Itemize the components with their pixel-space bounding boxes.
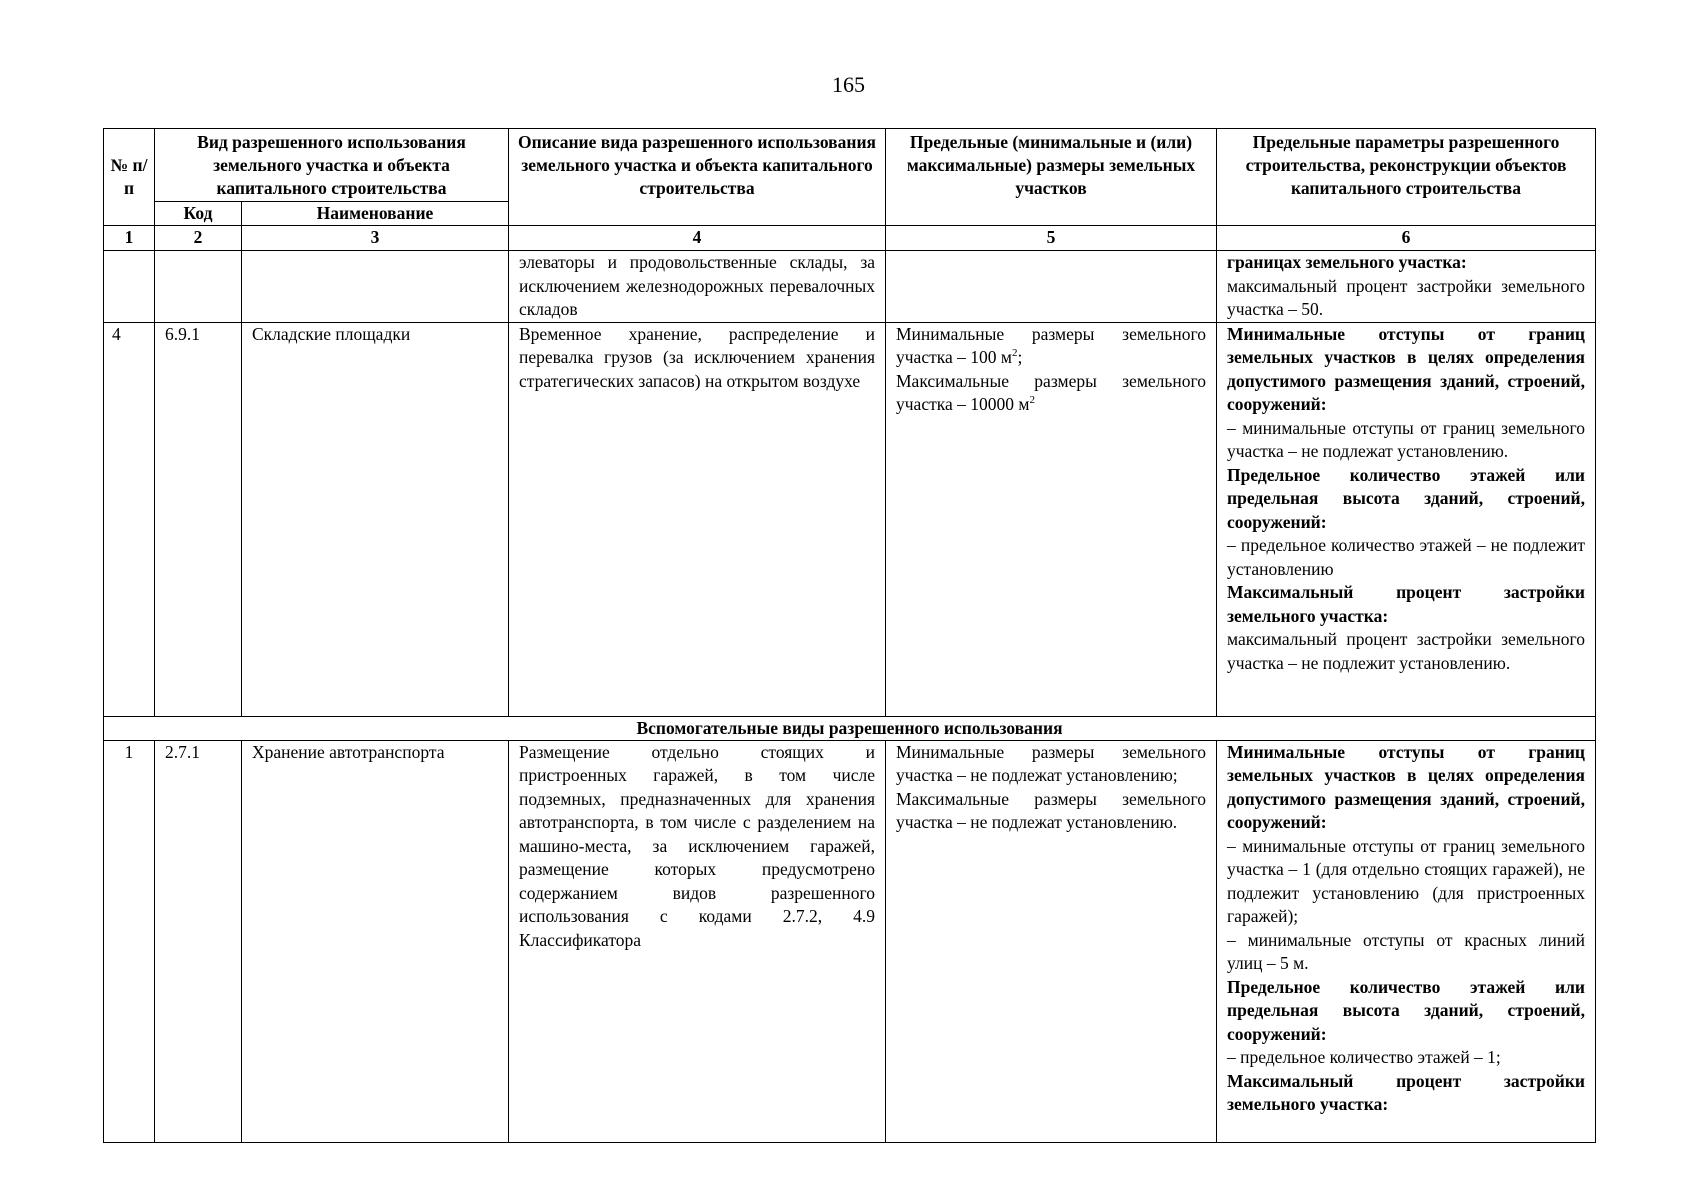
- param-text: – минимальные отступы от красных линий улиц – 5 м.: [1227, 929, 1585, 973]
- param-text: – минимальные отступы от границ земельного участка – не подлежат установлению.: [1227, 417, 1585, 461]
- param-text: – минимальные отступы от границ земельного участка – 1 (для отдельно стоящих гаражей), не подлежит установлению (для пристроенных гаражей);: [1227, 835, 1585, 926]
- size-max: Максимальные размеры земельного участка – не подлежат установлению.: [896, 788, 1206, 832]
- param-heading: Минимальные отступы от границ земельных участков в целях определения допустимого размещения зданий, строений, сооружений:: [1227, 741, 1585, 832]
- row-sizes: [886, 740, 1217, 1142]
- header-params: Предельные параметры разрешенного строительства, реконструкции объектов капитального строительства: [1217, 129, 1596, 226]
- table-row: [104, 251, 1596, 323]
- size-min: Минимальные размеры земельного участка – не подлежат установлению;: [896, 741, 1206, 785]
- header-sizes: Предельные (минимальные и (или) максимальные) размеры земельных участков: [886, 129, 1217, 226]
- section-row: [104, 716, 1596, 740]
- column-number-row: [104, 226, 1596, 251]
- row-code: 6.9.1: [155, 322, 242, 716]
- row-num: 4: [104, 322, 155, 716]
- row-num: [104, 251, 155, 323]
- column-number: 5: [886, 226, 1217, 251]
- table-row: [104, 740, 1596, 1142]
- header-type-group: Вид разрешенного использования земельного участка и объекта капитального строительства: [155, 129, 509, 202]
- param-text: – предельное количество этажей – 1;: [1227, 1047, 1501, 1067]
- row-code: [155, 251, 242, 323]
- param-heading: Минимальные отступы от границ земельных участков в целях определения допустимого размещения зданий, строений, сооружений:: [1227, 323, 1585, 414]
- header-num: № п/п: [104, 129, 155, 226]
- param-heading: Предельное количество этажей или предельная высота зданий, строений, сооружений:: [1227, 464, 1585, 532]
- row-params: [1217, 251, 1596, 323]
- column-number: 3: [242, 226, 509, 251]
- row-sizes: [886, 251, 1217, 323]
- row-description: Размещение отдельно стоящих и пристроенных гаражей, в том числе подземных, предназначенных для хранения автотранспорта, в том числе с разделением на машино-места, за исключением гаражей, размещение которых предусмотрено содержанием видов разрешенного использования с кодами 2.7.2, 4.9 Классификатора: [509, 740, 886, 1142]
- column-number: 1: [104, 226, 155, 251]
- param-text: максимальный процент застройки земельного участка – не подлежит установлению.: [1227, 629, 1585, 673]
- page-number: 165: [832, 72, 865, 97]
- param-text: – предельное количество этажей – не подлежит установлению: [1227, 535, 1585, 579]
- row-name: [242, 251, 509, 323]
- size-max: Максимальные размеры земельного участка – 10000 $м^2$: [896, 370, 1206, 414]
- header-code: Код: [155, 202, 242, 226]
- param-text: максимальный процент застройки земельного участка – 50.: [1227, 275, 1585, 319]
- column-number: 2: [155, 226, 242, 251]
- header-row: [104, 129, 1596, 202]
- param-heading: Максимальный процент застройки земельного участка:: [1227, 1070, 1585, 1114]
- row-code: 2.7.1: [155, 740, 242, 1142]
- row-description: Временное хранение, распределение и перевалка грузов (за исключением хранения стратегических запасов) на открытом воздухе: [509, 322, 886, 716]
- param-heading: Максимальный процент застройки земельного участка:: [1227, 582, 1585, 626]
- column-number: 6: [1217, 226, 1596, 251]
- size-min: Минимальные размеры земельного участка – 100 $м^2$;: [896, 323, 1206, 367]
- table-row: [104, 322, 1596, 716]
- row-name: Хранение автотранспорта: [242, 740, 509, 1142]
- row-params: [1217, 740, 1596, 1142]
- row-name: Складские площадки: [242, 322, 509, 716]
- param-heading: границах земельного участка:: [1227, 252, 1467, 272]
- header-description: Описание вида разрешенного использования земельного участка и объекта капитального строительства: [509, 129, 886, 226]
- row-description: элеваторы и продовольственные склады, за исключением железнодорожных перевалочных складов: [509, 251, 886, 323]
- zoning-regulations-table: [103, 128, 1596, 1143]
- row-sizes: [886, 322, 1217, 716]
- column-number: 4: [509, 226, 886, 251]
- header-name: Наименование: [242, 202, 509, 226]
- row-params: [1217, 322, 1596, 716]
- param-heading: Предельное количество этажей или предельная высота зданий, строений, сооружений:: [1227, 976, 1585, 1044]
- row-num: 1: [104, 740, 155, 1142]
- section-title: Вспомогательные виды разрешенного использования: [104, 716, 1596, 740]
